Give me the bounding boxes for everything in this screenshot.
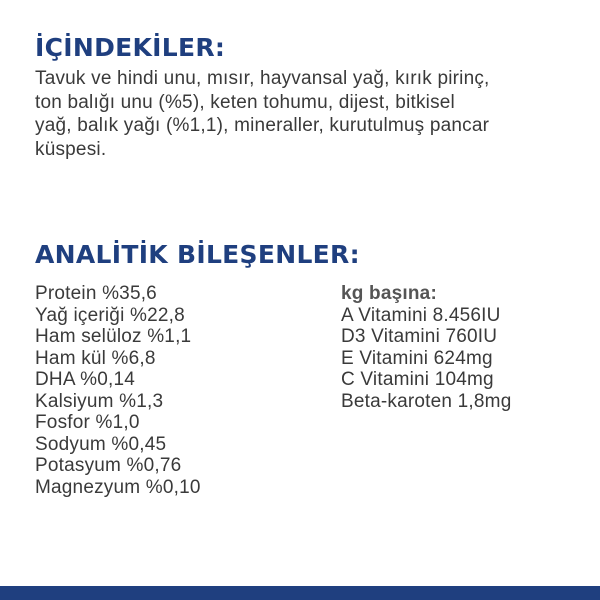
ingredients-line: Tavuk ve hindi unu, mısır, hayvansal yağ, kırık pirinç,: [35, 68, 490, 89]
vitamin-list: [341, 283, 511, 412]
analysis-item: Potasyum %0,76: [35, 455, 182, 476]
analysis-item: Magnezyum %0,10: [35, 476, 201, 498]
ingredients-line: küspesi.: [35, 138, 107, 160]
per-kg-heading: kg başına:: [341, 283, 437, 304]
ingredients-line: ton balığı unu (%5), keten tohumu, dijest, bitkisel: [35, 91, 455, 113]
analysis-item: Protein %35,6: [35, 283, 157, 304]
analysis-item: Kalsiyum %1,3: [35, 390, 164, 412]
ingredients-heading: İÇİNDEKİLER:: [35, 33, 226, 62]
analysis-item: DHA %0,14: [35, 369, 136, 390]
ingredients-text: [35, 67, 595, 161]
analysis-item: Fosfor %1,0: [35, 412, 140, 433]
analysis-list: [35, 283, 201, 498]
vitamin-item: E Vitamini 624mg: [341, 347, 493, 369]
analysis-item: Yağ içeriği %22,8: [35, 304, 185, 326]
analysis-item: Sodyum %0,45: [35, 433, 167, 455]
vitamin-item: A Vitamini 8.456IU: [341, 304, 501, 326]
analysis-item: Ham selüloz %1,1: [35, 326, 192, 347]
analysis-heading: ANALİTİK BİLEŞENLER:: [35, 240, 360, 269]
vitamin-item: D3 Vitamini 760IU: [341, 326, 498, 347]
vitamin-item: Beta-karoten 1,8mg: [341, 390, 512, 412]
vitamin-item: C Vitamini 104mg: [341, 369, 494, 390]
analysis-item: Ham kül %6,8: [35, 347, 156, 369]
bottom-bar: [0, 586, 600, 600]
ingredients-line: yağ, balık yağı (%1,1), mineraller, kurutulmuş pancar: [35, 115, 490, 136]
